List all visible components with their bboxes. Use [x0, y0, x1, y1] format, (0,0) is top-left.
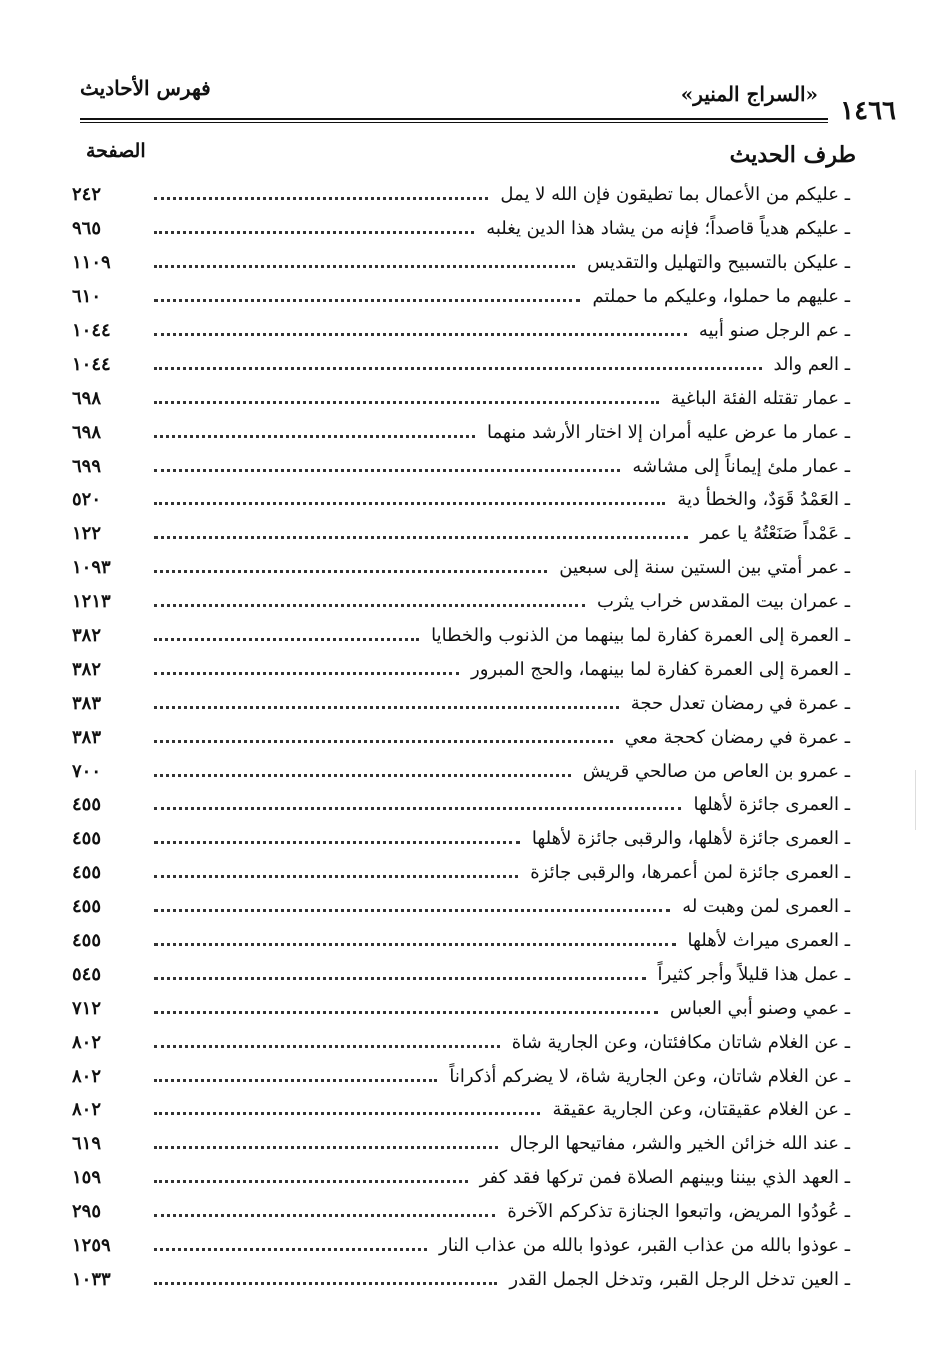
page-reference: ٣٨٢ [72, 625, 102, 647]
hadith-incipit: ـ العمرى جائزة لأهلها، والرقبى جائزة لأهلها [531, 828, 850, 850]
page-reference: ٦١٠ [72, 286, 102, 308]
index-entry [72, 1195, 850, 1229]
hadith-incipit: ـ عند الله خزائن الخير والشر، مفاتيحها الرجال [509, 1133, 850, 1155]
index-entry [72, 551, 850, 585]
index-entry [72, 652, 850, 686]
hadith-incipit: ـ عمرة في رمضان تعدل حجة [630, 692, 850, 714]
dot-leader [154, 231, 474, 234]
index-entry [72, 178, 850, 212]
dot-leader [154, 469, 620, 472]
page-reference: ٦٩٨ [72, 387, 102, 409]
dot-leader [154, 774, 571, 777]
hadith-incipit: ـ عمار تقتله الفئة الباغية [670, 387, 850, 409]
index-entry [72, 788, 850, 822]
hadith-incipit: ـ العمرى جائزة لأهلها [693, 794, 850, 816]
index-entry [72, 212, 850, 246]
page-reference: ٨٠٢ [72, 1099, 102, 1121]
hadith-incipit: ـ العمرى ميراث لأهلها [687, 930, 850, 952]
index-entry [72, 822, 850, 856]
page-reference: ١٥٩ [72, 1167, 102, 1189]
index-entry [72, 991, 850, 1025]
index-entry [72, 1229, 850, 1263]
page-reference: ٦٩٨ [72, 421, 102, 443]
index-entry [72, 890, 850, 924]
hadith-incipit: ـ العمرى جائزة لمن أعمرها، والرقبى جائزة [530, 862, 850, 884]
hadith-incipit: ـ عليكم من الأعمال بما تطيقون فإن الله لا يمل [500, 184, 850, 206]
page-reference: ٤٥٥ [72, 896, 102, 918]
page-reference: ١٠٩٣ [72, 557, 111, 579]
page-reference: ٢٤٢ [72, 184, 102, 206]
dot-leader [154, 740, 613, 743]
dot-leader [154, 1079, 437, 1082]
dot-leader [154, 807, 681, 810]
column-heading-hadith: طرف الحديث [729, 142, 856, 168]
column-headings [80, 140, 856, 174]
page-reference: ٣٨٢ [72, 658, 102, 680]
index-entry [72, 483, 850, 517]
index-entry [72, 720, 850, 754]
index-entry [72, 1025, 850, 1059]
hadith-incipit: ـ عمي وصنو أبي العباس [669, 997, 850, 1019]
index-entry [72, 924, 850, 958]
header-rule-thin [80, 122, 828, 123]
page-reference: ٨٠٢ [72, 1031, 102, 1053]
hadith-incipit: ـ عم الرجل صنو أبيه [698, 320, 850, 341]
hadith-incipit: ـ عمار ما عرض عليه أمران إلا اختار الأرشد منهما [487, 421, 850, 443]
index-entry [72, 449, 850, 483]
header-rule [80, 118, 828, 120]
hadith-incipit: ـ عمل هذا قليلاً وأجر كثيراً [657, 963, 850, 985]
page-reference: ٧٠٠ [72, 760, 102, 782]
index-entry [72, 957, 850, 991]
dot-leader [154, 265, 575, 268]
hadith-incipit: ـ عليكم هدياً قاصداً؛ فإنه من يشاد هذا الدين يغلبه [486, 218, 850, 240]
index-entry [72, 856, 850, 890]
page-reference: ٦٩٩ [72, 455, 102, 477]
hadith-index-list [72, 178, 850, 1296]
index-entry [72, 314, 850, 348]
hadith-incipit: ـ عُودُوا المريض، واتبعوا الجنازة تذكركم الآخرة [507, 1201, 850, 1223]
index-entry [72, 1161, 850, 1195]
page-reference: ٧١٢ [72, 997, 102, 1019]
hadith-incipit: ـ عن الغلام شاتان مكافئتان، وعن الجارية شاة [511, 1031, 850, 1053]
dot-leader [154, 401, 659, 404]
dot-leader [154, 570, 547, 573]
hadith-incipit: ـ عمر أمتي بين الستين سنة إلى سبعين [559, 557, 850, 579]
column-heading-page: الصفحة [86, 140, 146, 162]
hadith-incipit: ـ عن الغلام شاتان، وعن الجارية شاة، لا يضركم أذكراناً [449, 1065, 850, 1087]
hadith-incipit: ـ عمرو بن العاص من صالحي قريش [582, 760, 850, 782]
page-reference: ١٢٥٩ [72, 1235, 111, 1257]
page-reference: ٤٥٥ [72, 930, 102, 952]
hadith-incipit: ـ العم والد [773, 353, 850, 375]
index-entry [72, 381, 850, 415]
page-reference: ٣٨٣ [72, 726, 102, 748]
page-reference: ٨٠٢ [72, 1065, 102, 1087]
dot-leader [154, 943, 676, 946]
dot-leader [154, 1011, 658, 1014]
dot-leader [154, 333, 687, 336]
index-entry [72, 415, 850, 449]
index-entry [72, 517, 850, 551]
dot-leader [154, 875, 518, 878]
dot-leader [154, 604, 585, 607]
page-reference: ١٠٣٣ [72, 1268, 111, 1290]
hadith-incipit: ـ عوذوا بالله من عذاب القبر، عوذوا بالله من عذاب النار [439, 1235, 850, 1257]
dot-leader [154, 367, 762, 370]
page-reference: ١١٠٩ [72, 252, 111, 274]
dot-leader [154, 706, 619, 709]
dot-leader [154, 638, 419, 641]
dot-leader [154, 502, 665, 505]
hadith-incipit: ـ العَمْدُ قَوَدٌ، والخطأ دية [677, 489, 850, 511]
running-header [80, 76, 896, 126]
dot-leader [154, 299, 580, 302]
hadith-incipit: ـ عليكن بالتسبيح والتهليل والتقديس [587, 252, 850, 274]
hadith-incipit: ـ العين تدخل الرجل القبر، وتدخل الجمل القدر [509, 1268, 850, 1290]
page-reference: ١٠٤٤ [72, 320, 111, 341]
dot-leader [154, 435, 475, 438]
index-entry [72, 347, 850, 381]
index-entry [72, 619, 850, 653]
dot-leader [154, 841, 520, 844]
page-reference: ٥٤٥ [72, 963, 102, 985]
dot-leader [154, 536, 688, 539]
page-reference: ٤٥٥ [72, 862, 102, 884]
dot-leader [154, 672, 459, 675]
hadith-incipit: ـ عمار ملئ إيماناً إلى مشاشه [632, 455, 850, 477]
index-entry [72, 754, 850, 788]
dot-leader [154, 1282, 497, 1285]
page-reference: ٣٨٣ [72, 692, 102, 714]
dot-leader [154, 909, 670, 912]
page-reference: ١٠٤٤ [72, 353, 111, 375]
hadith-incipit: ـ العمرى لمن وهبت له [682, 896, 850, 918]
index-entry [72, 585, 850, 619]
dot-leader [154, 1180, 468, 1183]
dot-leader [154, 197, 488, 200]
hadith-incipit: ـ العمرة إلى العمرة كفارة لما بينهما، والحج المبرور [471, 658, 850, 680]
hadith-incipit: ـ عمرة في رمضان كحجة معي [624, 726, 850, 748]
index-entry [72, 1263, 850, 1297]
index-entry [72, 246, 850, 280]
dot-leader [154, 1248, 427, 1251]
hadith-incipit: ـ عليهم ما حملوا، وعليكم ما حملتم [592, 286, 850, 308]
dot-leader [154, 1214, 495, 1217]
index-entry [72, 1093, 850, 1127]
index-entry [72, 1127, 850, 1161]
page-reference: ٤٥٥ [72, 828, 102, 850]
hadith-incipit: ـ العمرة إلى العمرة كفارة لما بينهما من الذنوب والخطايا [431, 625, 850, 647]
page-reference: ١٢٢ [72, 523, 102, 545]
page-reference: ٦١٩ [72, 1133, 102, 1155]
hadith-incipit: ـ عن الغلام عقيقتان، وعن الجارية عقيقة [552, 1099, 850, 1121]
index-entry [72, 1059, 850, 1093]
dot-leader [154, 977, 646, 980]
index-entry [72, 280, 850, 314]
dot-leader [154, 1045, 500, 1048]
hadith-incipit: ـ عَمْداً صَنَعْتُهُ يا عمر [700, 523, 850, 545]
hadith-incipit: ـ عمران بيت المقدس خراب يثرب [596, 591, 850, 613]
page-number: ١٤٦٦ [840, 96, 896, 126]
dot-leader [154, 1112, 540, 1115]
page-reference: ٩٦٥ [72, 218, 102, 240]
index-entry [72, 686, 850, 720]
hadith-incipit: ـ العهد الذي بيننا وبينهم الصلاة فمن تركها فقد كفر [479, 1167, 850, 1189]
index-title: فهرس الأحاديث [80, 76, 211, 100]
page-reference: ٤٥٥ [72, 794, 102, 816]
book-title: «السراج المنير» [680, 82, 818, 106]
dot-leader [154, 1146, 498, 1149]
page-reference: ٢٩٥ [72, 1201, 102, 1223]
page-reference: ١٢١٣ [72, 591, 111, 613]
page-reference: ٥٢٠ [72, 489, 102, 511]
margin-mark [915, 770, 916, 830]
